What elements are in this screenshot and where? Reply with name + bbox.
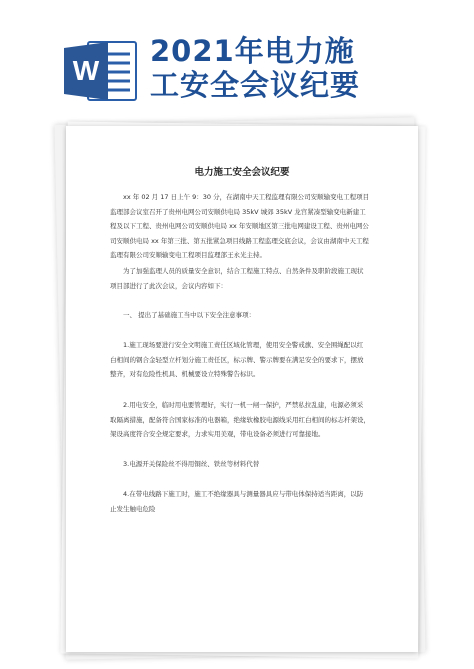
section-heading-1 [110,308,380,323]
document-title: 电力施工安全会议纪要 [194,167,290,178]
document-page [66,126,418,652]
paragraph-line: 取隔离措施，配备符合国家标准的电器箱，绝缘软橡胶电源线采用红白相间的标志杆架设， [110,415,370,424]
paragraph-line: 白相间的钢合金轻型立杆划分施工责任区，标示牌、警示牌要在满足安全的要求下，摆放 [110,355,364,364]
paragraph-line: 3.电源开关保险丝不得用铜丝、铁丝等材料代替 [123,460,260,468]
paragraph-item-1 [110,338,380,382]
paragraph-item-3 [110,457,380,472]
paragraph-item-4 [110,487,380,516]
word-icon-letter: W [72,55,100,86]
banner-title-line-2: 工安全会议纪要 [150,68,361,102]
banner-title [150,34,470,102]
banner-title-line-1: 2021年电力施 [150,34,355,68]
paragraph-line: 项目部进行了此次会议，会议内容如下： [110,281,227,290]
paragraph-line: 止发生触电危险 [110,504,156,513]
word-document-icon [62,38,140,104]
paragraph-purpose [110,264,380,293]
paragraph-line: 4.在带电线路下施工时，施工不绝缘器具与测量器具应与带电体保持适当距离，以防 [123,490,364,498]
paragraph-line: 整齐，对有危险性机具、机械要设立特殊警告标识。 [110,370,260,378]
paragraph-line: 2.用电安全，临时用电要管理好，实行一机一闸一保护，严禁私拉乱建，电源必须采 [123,401,364,409]
paragraph-line: 1.施工现场要进行安全文明施工责任区域化管理，使用安全警戒旗、安全围绳配以红 [123,341,364,349]
paragraph-line: 为了加强监理人员的质量安全意识，结合工程施工特点、自然条件及职阶段施工现状 [123,267,364,275]
paragraph-line: 监理有限公司安顺输变电工程项目监理部王永光主持。 [110,251,266,259]
paragraph-line: 监理部会议室召开了贵州电网公司安顺供电局 35kV 城郊 35kV 龙宫紧凑型输变电新建工 [110,207,366,216]
paragraph-line: 司安顺供电局 xx 年第三批、第五批紧急项目线路工程监理交底会议，会议由湖南中天工程 [110,236,369,245]
paragraph-line: 一、 提出了基础施工当中以下安全注意事项： [123,311,256,319]
paragraph-meeting-info [110,190,380,263]
paragraph-line: xx 年 02 月 17 日上午 9：30 分，在湖南中天工程监理有限公司安顺输变电工程项目 [123,193,370,201]
banner [0,0,474,120]
paragraph-line: 程及以下工程、贵州电网公司安顺供电局 xx 年安顺地区第三批电网建设工程、贵州电网公 [110,222,369,230]
paragraph-line: 架设高度符合安全规定要求，力求实用美观，带电设备必须进行可靠接地。 [110,430,325,438]
paragraph-item-2 [110,398,380,442]
